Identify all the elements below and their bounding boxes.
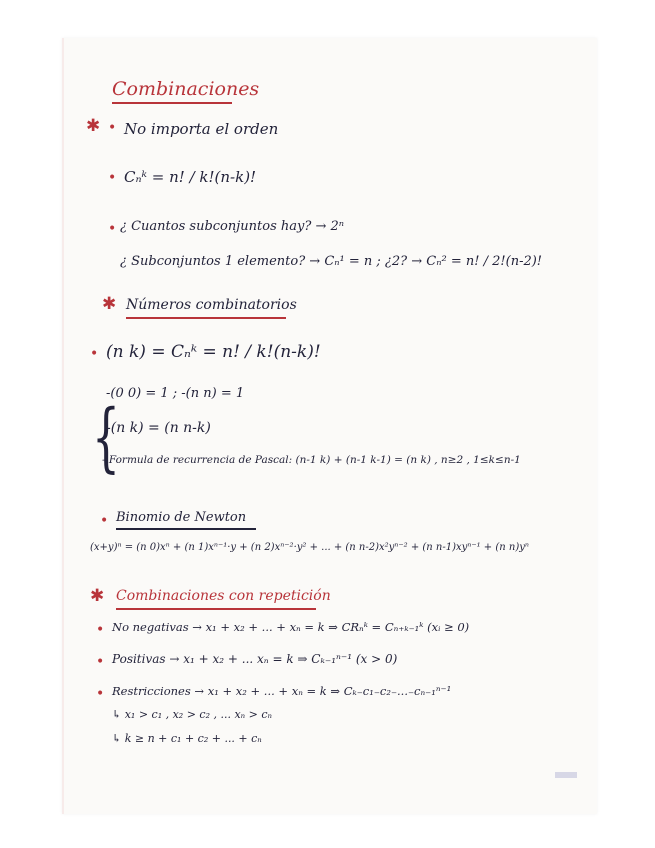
bullet-icon: •	[96, 686, 105, 702]
section-numeros-combinatorios: Números combinatorios	[126, 297, 297, 313]
section-underline	[126, 317, 286, 319]
bullet-icon: •	[96, 622, 105, 638]
section-binomio-newton: Binomio de Newton	[116, 510, 247, 525]
section-underline	[116, 528, 256, 530]
formula-combination: Cₙᵏ = n! / k!(n-k)!	[124, 168, 257, 186]
section-underline	[116, 608, 316, 610]
item-no-importa: No importa el orden	[124, 120, 279, 138]
bullet-icon: •	[100, 513, 109, 529]
restriccion-condicion-2: ↳ k ≥ n + c₁ + c₂ + ... + cₙ	[112, 732, 262, 745]
bullet-icon: •	[108, 170, 117, 186]
section-combinaciones-repeticion: Combinaciones con repetición	[116, 588, 331, 604]
page-corner-mark	[555, 772, 577, 778]
star-icon: ✱	[90, 586, 105, 606]
property-pascal: - Formula de recurrencia de Pascal: (n-1 k) + (n-1 k-1) = (n k) , n≥2 , 1≤k≤n-1	[102, 454, 521, 466]
page-title: Combinaciones	[112, 78, 260, 100]
title-underline	[112, 102, 232, 104]
definition-numero-combinatorio: (n k) = Cₙᵏ = n! / k!(n-k)!	[106, 342, 321, 362]
bullet-icon: •	[108, 221, 117, 237]
star-icon: ✱	[102, 294, 117, 314]
item-no-negativas: No negativas → x₁ + x₂ + ... + xₙ = k ⇒ CRₙᵏ = Cₙ₊ₖ₋₁ᵏ (xᵢ ≥ 0)	[112, 620, 470, 634]
star-icon: ✱	[86, 116, 101, 136]
property-2: -(n k) = (n n-k)	[106, 420, 211, 436]
item-positivas: Positivas → x₁ + x₂ + ... xₙ = k ⇒ Cₖ₋₁ⁿ⁻¹ (x > 0)	[112, 652, 398, 666]
bullet-icon: •	[108, 120, 117, 136]
restriccion-condicion-1: ↳ x₁ > c₁ , x₂ > c₂ , ... xₙ > cₙ	[112, 708, 272, 721]
item-restricciones: Restricciones → x₁ + x₂ + ... + xₙ = k ⇒ Cₖ₋c₁₋c₂₋...₋cₙ₋₁ⁿ⁻¹	[112, 684, 452, 698]
property-1: -(0 0) = 1 ; -(n n) = 1	[106, 386, 245, 401]
bullet-icon: •	[96, 654, 105, 670]
brace: {	[92, 395, 120, 482]
bullet-icon: •	[90, 346, 99, 362]
notebook-page	[62, 38, 597, 814]
margin-line	[62, 38, 64, 814]
item-subconjuntos: ¿ Cuantos subconjuntos hay? → 2ⁿ	[120, 219, 345, 234]
formula-binomio: (x+y)ⁿ = (n 0)xⁿ + (n 1)xⁿ⁻¹·y + (n 2)xⁿ⁻²·y² + ... + (n n-2)x²yⁿ⁻² + (n n-1)xyⁿ⁻¹ + (n n)yⁿ	[90, 542, 529, 553]
item-subconjuntos-1: ¿ Subconjuntos 1 elemento? → Cₙ¹ = n ; ¿2? → Cₙ² = n! / 2!(n-2)!	[120, 254, 543, 269]
